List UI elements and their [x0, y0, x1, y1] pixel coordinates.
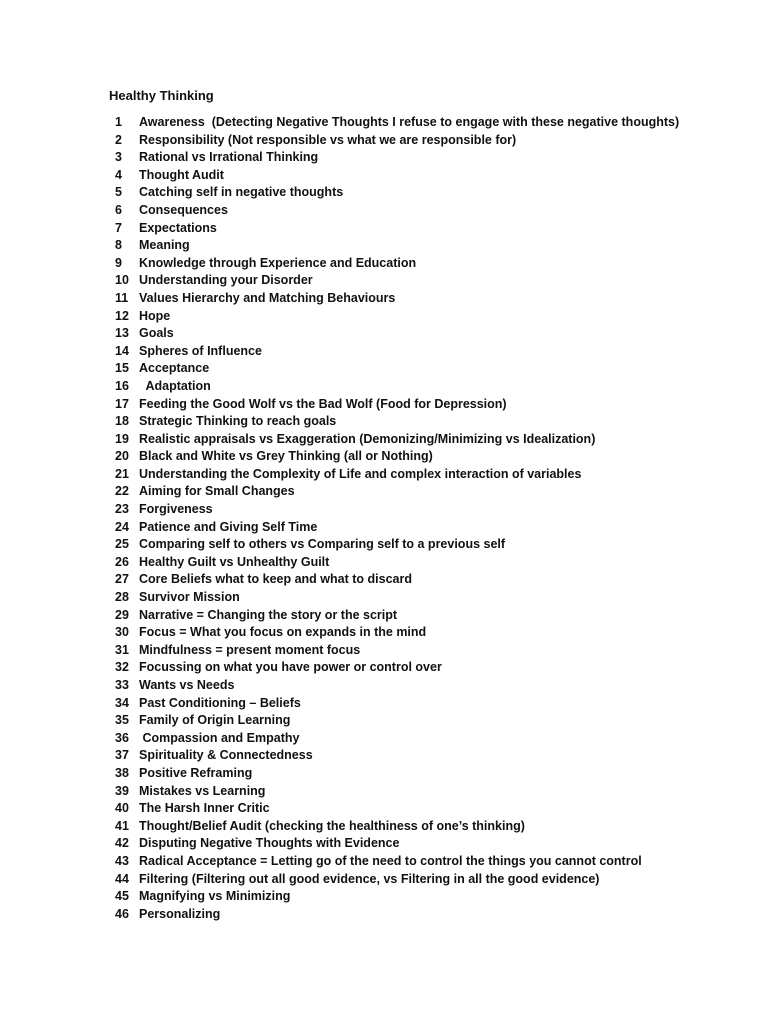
- list-item-number: 1: [115, 115, 122, 129]
- list-item-text: The Harsh Inner Critic: [139, 801, 270, 816]
- list-item-number: 2: [115, 132, 122, 147]
- list-item: [109, 607, 749, 625]
- list-item: [109, 448, 749, 466]
- list-item-number: 11: [115, 290, 129, 305]
- list-item-number: 30: [115, 625, 129, 640]
- list-item: [109, 888, 749, 906]
- list-item: [109, 360, 749, 378]
- list-item-text: Radical Acceptance = Letting go of the need to control the things you cannot control: [139, 853, 642, 868]
- list-item-number: 13: [115, 326, 129, 341]
- list-item-text: Rational vs Irrational Thinking: [139, 150, 319, 165]
- list-item-text: Compassion and Empathy: [139, 730, 300, 745]
- list-item-number: 25: [115, 537, 129, 552]
- list-item-number: 43: [115, 853, 129, 868]
- list-item-text: Spheres of Influence: [139, 343, 262, 358]
- list-item-number: 28: [115, 590, 129, 605]
- list-item: [109, 413, 749, 431]
- list-item: [109, 501, 749, 519]
- list-item-number: 31: [115, 642, 129, 657]
- list-item-number: 27: [115, 572, 129, 587]
- list-item-text: Past Conditioning – Beliefs: [139, 695, 301, 710]
- list-item: [109, 343, 749, 361]
- list-item: [109, 642, 749, 660]
- list-item-number: 38: [115, 765, 129, 780]
- list-item-number: 23: [115, 502, 129, 517]
- list-item: [109, 589, 749, 607]
- list-item-text: Thought/Belief Audit (checking the healthiness of one’s thinking): [139, 818, 525, 833]
- list-item-number: 22: [115, 484, 129, 499]
- list-item-number: 10: [115, 273, 129, 288]
- list-item-text: Mindfulness = present moment focus: [139, 642, 361, 657]
- list-item-number: 24: [115, 519, 129, 534]
- list-item-number: 33: [115, 678, 129, 692]
- list-item-number: 46: [115, 906, 129, 921]
- list-item-text: Spirituality & Connectedness: [139, 748, 313, 763]
- list-item: [109, 272, 749, 290]
- list-item-text: Positive Reframing: [139, 765, 253, 780]
- list-item-text: Survivor Mission: [139, 590, 240, 605]
- list-item: [109, 378, 749, 396]
- list-item-text: Black and White vs Grey Thinking (all or Nothing): [139, 449, 433, 464]
- list-item-number: 40: [115, 801, 129, 816]
- list-item: [109, 114, 749, 132]
- list-item-text: Understanding the Complexity of Life and complex interaction of variables: [139, 466, 582, 481]
- list-item-number: 20: [115, 449, 129, 464]
- list-item: [109, 818, 749, 836]
- list-item-text: Comparing self to others vs Comparing self to a previous self: [139, 537, 506, 552]
- list-item-text: Magnifying vs Minimizing: [139, 889, 291, 904]
- list-item-number: 5: [115, 185, 122, 200]
- list-item-text: Responsibility (Not responsible vs what we are responsible for): [139, 132, 517, 147]
- list-item-number: 21: [115, 466, 129, 481]
- list-item-number: 6: [115, 202, 122, 217]
- list-item-text: Forgiveness: [139, 502, 213, 517]
- list-item-number: 37: [115, 748, 129, 763]
- list-item-text: Goals: [139, 326, 174, 341]
- list-item-number: 41: [115, 818, 129, 833]
- list-item: [109, 237, 749, 255]
- list-item-text: Meaning: [139, 238, 190, 253]
- list-item: [109, 396, 749, 414]
- list-item: [109, 202, 749, 220]
- list-item-text: Awareness (Detecting Negative Thoughts I refuse to engage with these negative thoughts): [139, 115, 680, 129]
- list-item-text: Aiming for Small Changes: [139, 484, 295, 499]
- list-item-text: Adaptation: [139, 378, 211, 393]
- list-item: [109, 765, 749, 783]
- list-item-text: Wants vs Needs: [139, 678, 235, 692]
- list-item-text: Healthy Guilt vs Unhealthy Guilt: [139, 554, 330, 569]
- list-item: [109, 695, 749, 713]
- list-item: [109, 255, 749, 273]
- list-item: [109, 871, 749, 889]
- list-item-number: 15: [115, 361, 129, 376]
- list-item-text: Feeding the Good Wolf vs the Bad Wolf (Food for Depression): [139, 396, 507, 411]
- list-item: [109, 624, 749, 642]
- list-item-number: 16: [115, 378, 129, 393]
- list-item-text: Hope: [139, 308, 171, 323]
- list-item-number: 17: [115, 396, 129, 411]
- list-item: [109, 290, 749, 308]
- list-item-text: Personalizing: [139, 906, 221, 921]
- list-item-text: Thought Audit: [139, 167, 224, 182]
- list-item-number: 7: [115, 220, 122, 235]
- list-item: [109, 149, 749, 167]
- list-item-number: 44: [115, 871, 129, 886]
- list-item-number: 9: [115, 255, 122, 270]
- list-item-text: Understanding your Disorder: [139, 273, 313, 288]
- list-item-text: Catching self in negative thoughts: [139, 185, 344, 200]
- list-item-number: 19: [115, 431, 129, 446]
- list-item-text: Filtering (Filtering out all good evidence, vs Filtering in all the good evidence): [139, 871, 600, 886]
- list-item-text: Patience and Giving Self Time: [139, 519, 318, 534]
- list-item-number: 14: [115, 343, 129, 358]
- list-item-number: 29: [115, 607, 129, 622]
- list-item-text: Disputing Negative Thoughts with Evidence: [139, 836, 400, 851]
- list-item: [109, 483, 749, 501]
- list-item-text: Acceptance: [139, 361, 210, 376]
- list-item: [109, 554, 749, 572]
- list-item: [109, 677, 749, 695]
- list-item-text: Consequences: [139, 202, 228, 217]
- list-item: [109, 519, 749, 537]
- list-item-number: 32: [115, 660, 129, 675]
- list-item: [109, 730, 749, 748]
- topic-list: [109, 114, 749, 923]
- list-item-text: Mistakes vs Learning: [139, 783, 266, 798]
- list-item-number: 42: [115, 836, 129, 851]
- list-item-number: 18: [115, 414, 129, 429]
- list-item: [109, 747, 749, 765]
- list-item: [109, 659, 749, 677]
- list-item-text: Narrative = Changing the story or the script: [139, 607, 398, 622]
- list-item: [109, 536, 749, 554]
- list-item: [109, 431, 749, 449]
- list-item-text: Knowledge through Experience and Education: [139, 255, 417, 270]
- list-item-text: Realistic appraisals vs Exaggeration (Demonizing/Minimizing vs Idealization): [139, 431, 596, 446]
- list-item: [109, 184, 749, 202]
- list-item: [109, 466, 749, 484]
- list-item-text: Strategic Thinking to reach goals: [139, 414, 337, 429]
- list-item-text: Focussing on what you have power or control over: [139, 660, 442, 675]
- list-item: [109, 308, 749, 326]
- list-item-text: Core Beliefs what to keep and what to discard: [139, 572, 412, 587]
- list-item: [109, 132, 749, 150]
- list-item: [109, 783, 749, 801]
- page-title: Healthy Thinking: [109, 88, 214, 103]
- list-item-number: 36: [115, 730, 129, 745]
- list-item-number: 8: [115, 238, 122, 253]
- list-item: [109, 571, 749, 589]
- list-item-number: 3: [115, 150, 122, 165]
- list-item-number: 34: [115, 695, 129, 710]
- list-item: [109, 167, 749, 185]
- list-item: [109, 800, 749, 818]
- list-item-number: 26: [115, 554, 129, 569]
- list-item-number: 12: [115, 308, 129, 323]
- list-item-number: 35: [115, 713, 129, 728]
- list-item: [109, 712, 749, 730]
- list-item: [109, 906, 749, 924]
- list-item: [109, 853, 749, 871]
- list-item-text: Expectations: [139, 220, 217, 235]
- list-item-text: Focus = What you focus on expands in the mind: [139, 625, 427, 640]
- list-item: [109, 325, 749, 343]
- list-item-number: 4: [115, 167, 122, 182]
- list-item-text: Values Hierarchy and Matching Behaviours: [139, 290, 396, 305]
- list-item-text: Family of Origin Learning: [139, 713, 291, 728]
- list-item: [109, 220, 749, 238]
- list-item-number: 39: [115, 783, 129, 798]
- list-item-number: 45: [115, 889, 129, 904]
- list-item: [109, 835, 749, 853]
